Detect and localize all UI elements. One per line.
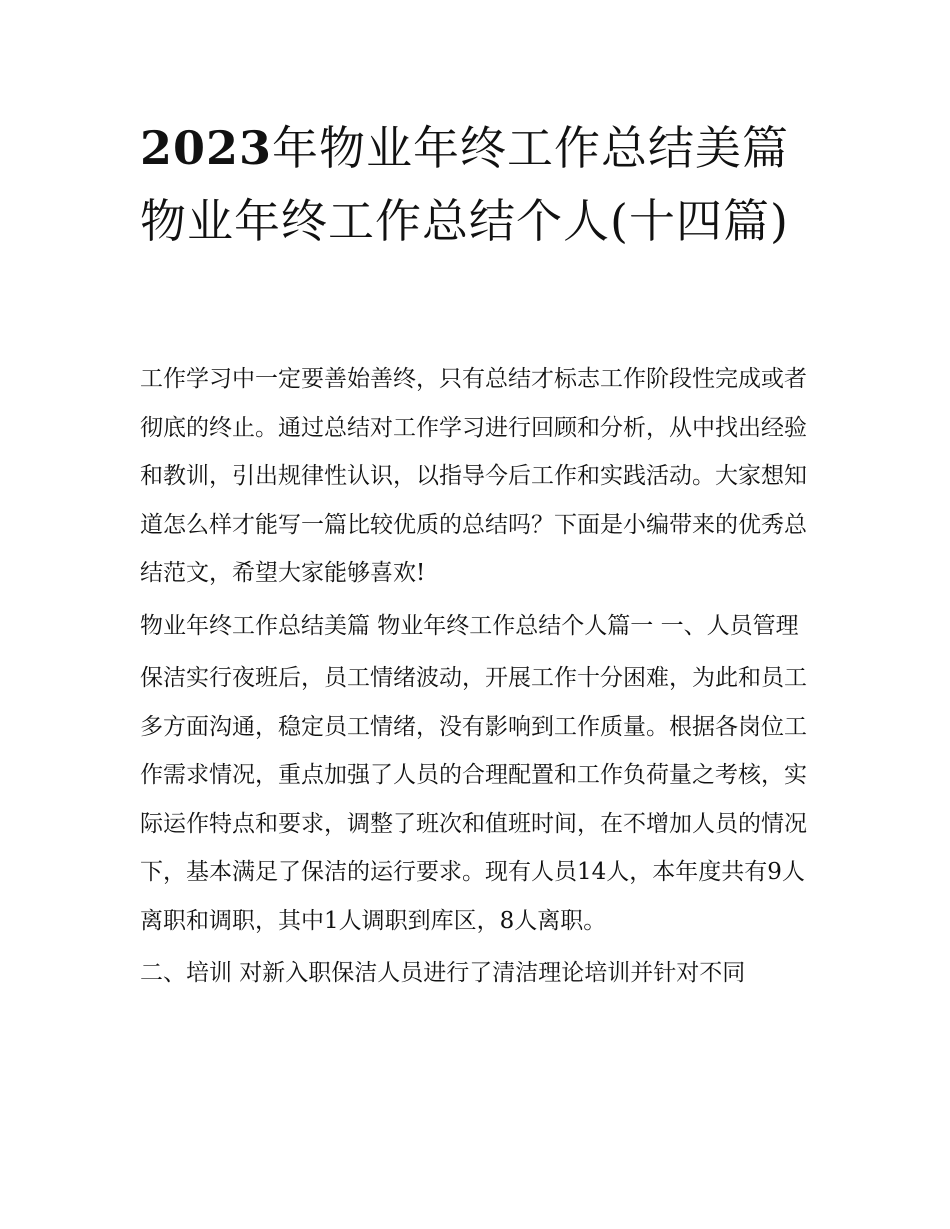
staff-management-paragraph: 保洁实行夜班后，员工情绪波动，开展工作十分困难，为此和员工多方面沟通，稳定员工情绪，没有影响到工作质量。根据各岗位工作需求情况，重点加强了人员的合理配置和工作负荷量之考核，实际运作特点和要求，调整了班次和值班时间，在不增加人员的情况下，基本满足了保洁的运行要求。现有人员14人，本年度共有9人离职和调职，其中1人调职到库区，8人离职。	[140, 665, 807, 934]
section-heading-paragraph: 物业年终工作总结美篇 物业年终工作总结个人篇一 一、人员管理	[140, 612, 799, 639]
intro-paragraph: 工作学习中一定要善始善终，只有总结才标志工作阶段性完成或者彻底的终止。通过总结对工作学习进行回顾和分析，从中找出经验和教训，引出规律性认识，以指导今后工作和实践活动。大家想知道怎么样才能写一篇比较优质的总结吗？下面是小编带来的优秀总结范文，希望大家能够喜欢!	[140, 366, 807, 586]
title-text: 年物业年终工作总结美篇 物业年终工作总结个人(十四篇)	[140, 121, 790, 248]
title-year: 2023	[140, 121, 273, 175]
document-title	[140, 112, 820, 258]
training-paragraph: 二、培训 对新入职保洁人员进行了清洁理论培训并针对不同	[140, 960, 746, 986]
document-body	[140, 355, 820, 998]
